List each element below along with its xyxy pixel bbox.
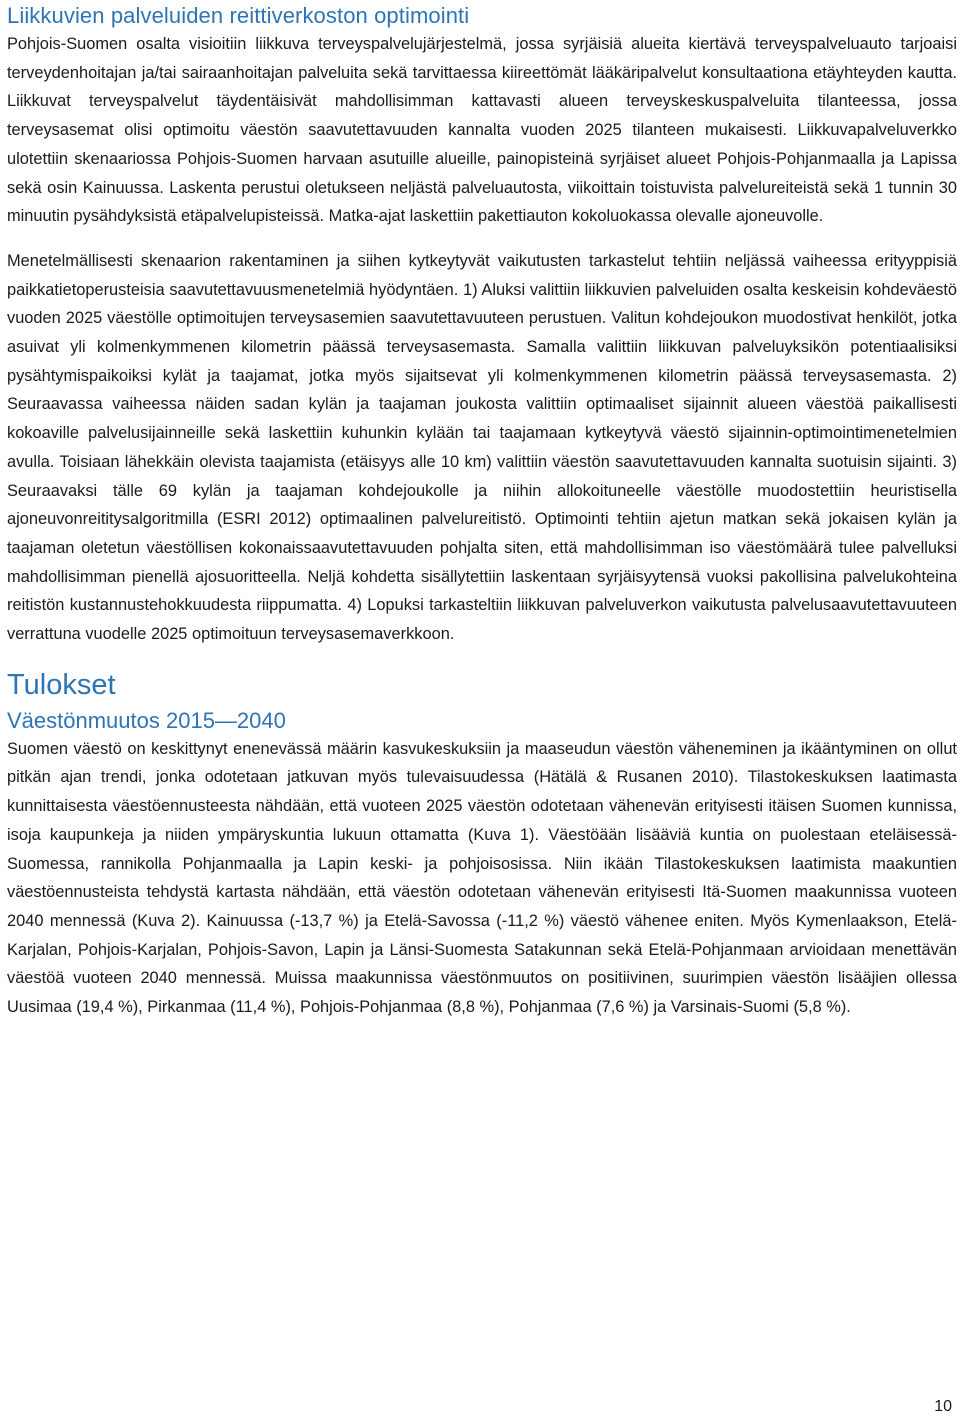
section-heading: Liikkuvien palveluiden reittiverkoston optimointi	[7, 3, 470, 28]
body-paragraph-1: Pohjois-Suomen osalta visioitiin liikkuva terveyspalvelujärjestelmä, jossa syrjäisiä alueita kiertävä terveyspalveluauto tarjoaisi terveydenhoitajan ja/tai sairaanhoitajan palveluita sekä tarvittaessa kiireettömät lääkäripalvelut konsultaationa etäyhteyden kautta. Liikkuvat terveyspalvelut täydentäisivät mahdollisimman kattavasti alueen terveyskeskuspalveluita tilanteessa, jossa terveysasemat olisi optimoitu väestön saavutettavuuden kannalta vuoden 2025 tilanteen mukaisesti. Liikkuvapalveluverkko ulotettiin skenaariossa Pohjois-Suomen harvaan asutuille alueille, painopisteinä syrjäiset alueet Pohjois-Pohjanmaalla ja Lapissa sekä osin Kainuussa. Laskenta perustui oletukseen neljästä palveluautosta, viikoittain toistuvista palvelureiteistä sekä 1 tunnin 30 minuutin pysähdyksistä etäpalvelupisteissä. Matka-ajat laskettiin pakettiauton kokoluokassa olevalle ajoneuvolle.	[7, 35, 957, 226]
page-number: 10	[934, 1398, 952, 1415]
body-paragraph-3: Suomen väestö on keskittynyt enenevässä määrin kasvukeskuksiin ja maaseudun väestön väheneminen ja ikääntyminen on ollut pitkän ajan trendi, jonka odotetaan jatkuvan myös tulevaisuudessa (Hätälä & Rusanen 2010). Tilastokeskuksen laatimasta kunnittaisesta väestöennusteesta nähdään, että vuoteen 2025 väestön odotetaan vähenevän erityisesti itäisen Suomen kunnissa, isoja kaupunkeja ja niiden ympäryskuntia lukuun ottamatta (Kuva 1). Väestöään lisääviä kuntia on puolestaan eteläisessä-Suomessa, rannikolla Pohjanmaalla ja Lapin keski- ja pohjoisosissa. Niin ikään Tilastokeskuksen laatimista maakuntien väestöennusteista tehdystä kartasta nähdään, että väestön odotetaan vähenevän erityisesti Itä-Suomen maakunnissa vuoteen 2040 mennessä (Kuva 2). Kainuussa (-13,7 %) ja Etelä-Savossa (-11,2 %) väestö vähenee eniten. Myös Kymenlaakson, Etelä-Karjalan, Pohjois-Karjalan, Pohjois-Savon, Lapin ja Länsi-Suomesta Satakunnan sekä Etelä-Pohjanmaan arvioidaan menettävän väestöä vuoteen 2040 mennessä. Muissa maakunnissa väestönmuutos on positiivinen, suurimpien väestön lisääjien ollessa Uusimaa (19,4 %), Pirkanmaa (11,4 %), Pohjois-Pohjanmaa (8,8 %), Pohjanmaa (7,6 %) ja Varsinais-Suomi (5,8 %).	[7, 739, 957, 1017]
results-heading: Tulokset	[7, 668, 116, 701]
population-change-heading: Väestönmuutos 2015—2040	[7, 707, 286, 733]
document-page	[7, 0, 957, 1022]
body-paragraph-2: Menetelmällisesti skenaarion rakentaminen ja siihen kytkeytyvät vaikutusten tarkastelut tehtiin neljässä vaiheessa erityyppisiä paikkatietoperusteisia saavutettavuusmenetelmiä hyödyntäen. 1) Aluksi valittiin liikkuvien palveluiden osalta keskeisin kohdeväestö vuoden 2025 väestölle optimoitujen terveysasemien saavutettavuuteen perustuen. Valitun kohdejoukon muodostivat henkilöt, jotka asuivat yli kolmenkymmenen kilometrin päässä terveysasemasta. Samalla valittiin liikkuvan palveluyksikön potentiaalisiksi pysähtymispaikoiksi kylät ja taajamat, jotka myös sijaitsevat yli kolmenkymmenen kilometrin päässä terveysasemasta. 2) Seuraavassa vaiheessa näiden sadan kylän ja taajaman joukosta valittiin optimaaliset sijainnit alueen väestöä paikallisesti kokoaville palvelusijainneille sekä laskettiin kuhunkin kylään tai taajamaan kytkeytyvä väestö sijainnin-optimointimenetelmien avulla. Toisiaan lähekkäin olevista taajamista (etäisyys alle 10 km) valittiin väestön saavutettavuuden kannalta suotuisin sijainti. 3) Seuraavaksi tälle 69 kylän ja taajaman kohdejoukolle ja niihin allokoituneelle väestölle muodostettiin heuristisella ajoneuvonreititysalgoritmilla (ESRI 2012) optimaalinen palvelureitistö. Optimointi tehtiin ajetun matkan sekä jokaisen kylän ja taajaman oletetun väestöllisen kokonaissaavutettavuuden pohjalta siten, että mahdollisimman iso väestömäärä tulee palvelluksi mahdollisimman pienellä ajosuoritteella. Neljä kohdetta sisällytettiin laskentaan syrjäisyytensä vuoksi pakollisina palvelukohteina reitistön kustannustehokkuudesta riippumatta. 4) Lopuksi tarkasteltiin liikkuvan palveluverkon vaikutusta palvelusaavutettavuuteen verrattuna vuodelle 2025 optimoituun terveysasemaverkkoon.	[7, 251, 957, 644]
